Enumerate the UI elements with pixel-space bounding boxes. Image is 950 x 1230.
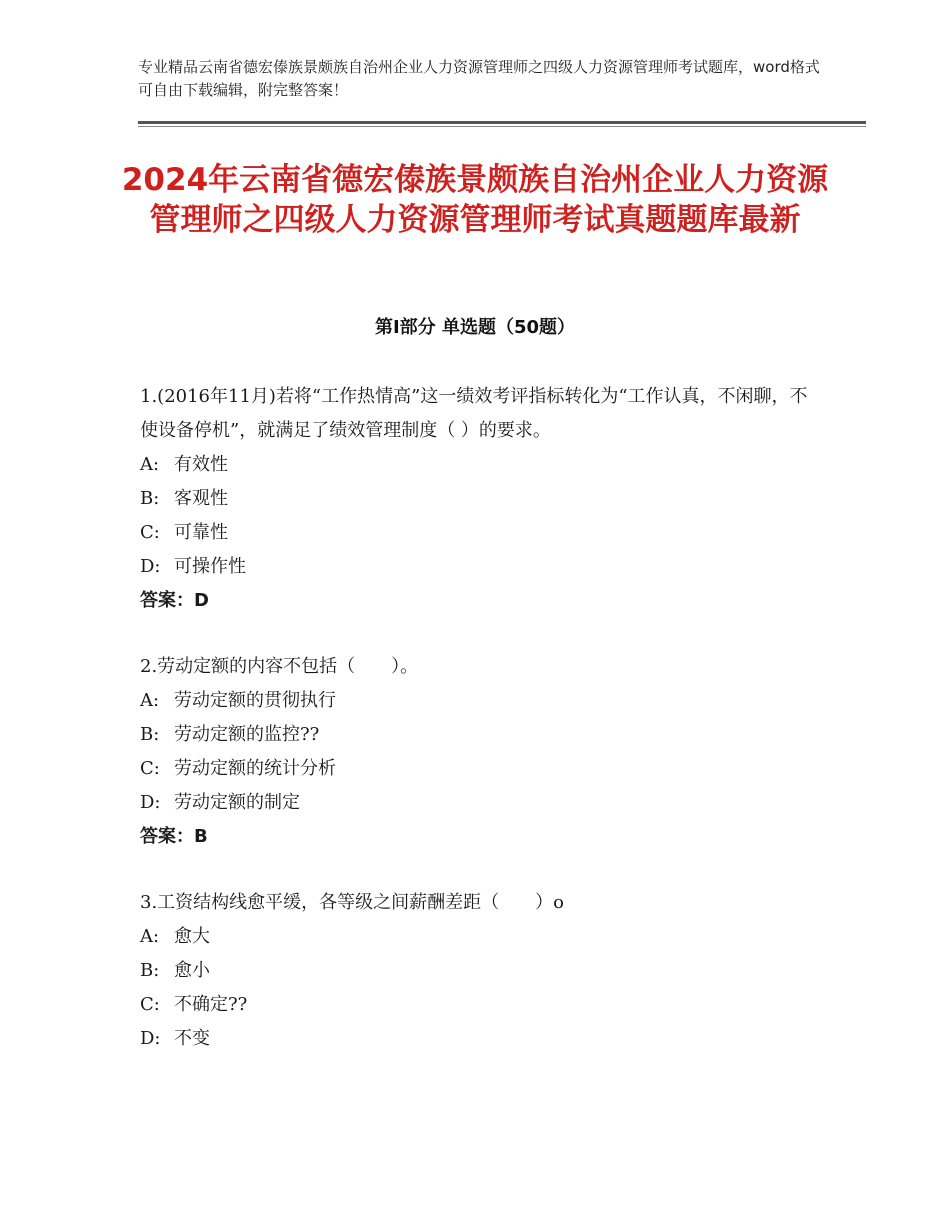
- option-b: [140, 482, 820, 516]
- option-text: 客观性: [174, 488, 228, 509]
- header-note: 专业精品云南省德宏傣族景颇族自治州企业人力资源管理师之四级人力资源管理师考试题库，word格式可自由下载编辑，附完整答案！: [138, 58, 820, 99]
- option-c: [140, 988, 820, 1022]
- option-text: 劳动定额的贯彻执行: [174, 690, 336, 711]
- option-letter: B:: [140, 724, 160, 745]
- option-letter: D:: [140, 556, 161, 577]
- option-c: [140, 752, 820, 786]
- option-letter: C:: [140, 522, 160, 543]
- question-2: [140, 650, 820, 854]
- option-text: 可靠性: [174, 522, 228, 543]
- option-text: 不确定??: [174, 994, 248, 1015]
- option-text: 劳动定额的监控??: [174, 724, 320, 745]
- option-a: [140, 920, 820, 954]
- question-1: [140, 380, 820, 618]
- option-letter: D:: [140, 792, 161, 813]
- option-text: 愈大: [174, 926, 210, 947]
- option-letter: A:: [140, 690, 160, 711]
- option-text: 不变: [174, 1028, 210, 1049]
- option-text: 劳动定额的统计分析: [174, 758, 336, 779]
- option-letter: C:: [140, 994, 160, 1015]
- option-letter: A:: [140, 454, 160, 475]
- option-d: [140, 1022, 820, 1056]
- answer-line: 答案：B: [140, 826, 208, 847]
- question-stem: 3.工资结构线愈平缓，各等级之间薪酬差距（ ）o: [140, 892, 565, 913]
- question-list: [140, 380, 820, 1088]
- option-text: 有效性: [174, 454, 228, 475]
- document-title: 2024年云南省德宏傣族景颇族自治州企业人力资源管理师之四级人力资源管理师考试真题题库最新: [121, 162, 829, 238]
- header-rule-thick: [138, 121, 866, 124]
- option-d: [140, 550, 820, 584]
- option-letter: D:: [140, 1028, 161, 1049]
- question-stem: 1.(2016年11月)若将“工作热情高”这一绩效考评指标转化为“工作认真，不闲聊，不使设备停机”，就满足了绩效管理制度（ ）的要求。: [140, 386, 808, 441]
- section-heading: 第Ⅰ部分 单选题（50题）: [374, 317, 575, 338]
- option-letter: C:: [140, 758, 160, 779]
- option-c: [140, 516, 820, 550]
- answer-line: 答案：D: [140, 590, 209, 611]
- question-3: [140, 886, 820, 1056]
- option-b: [140, 954, 820, 988]
- header-rule-thin: [138, 126, 866, 127]
- option-text: 愈小: [174, 960, 210, 981]
- option-text: 劳动定额的制定: [174, 792, 300, 813]
- option-a: [140, 448, 820, 482]
- option-text: 可操作性: [174, 556, 246, 577]
- option-a: [140, 684, 820, 718]
- option-letter: A:: [140, 926, 160, 947]
- option-b: [140, 718, 820, 752]
- question-stem: 2.劳动定额的内容不包括（ ）。: [140, 656, 419, 677]
- option-letter: B:: [140, 960, 160, 981]
- option-letter: B:: [140, 488, 160, 509]
- option-d: [140, 786, 820, 820]
